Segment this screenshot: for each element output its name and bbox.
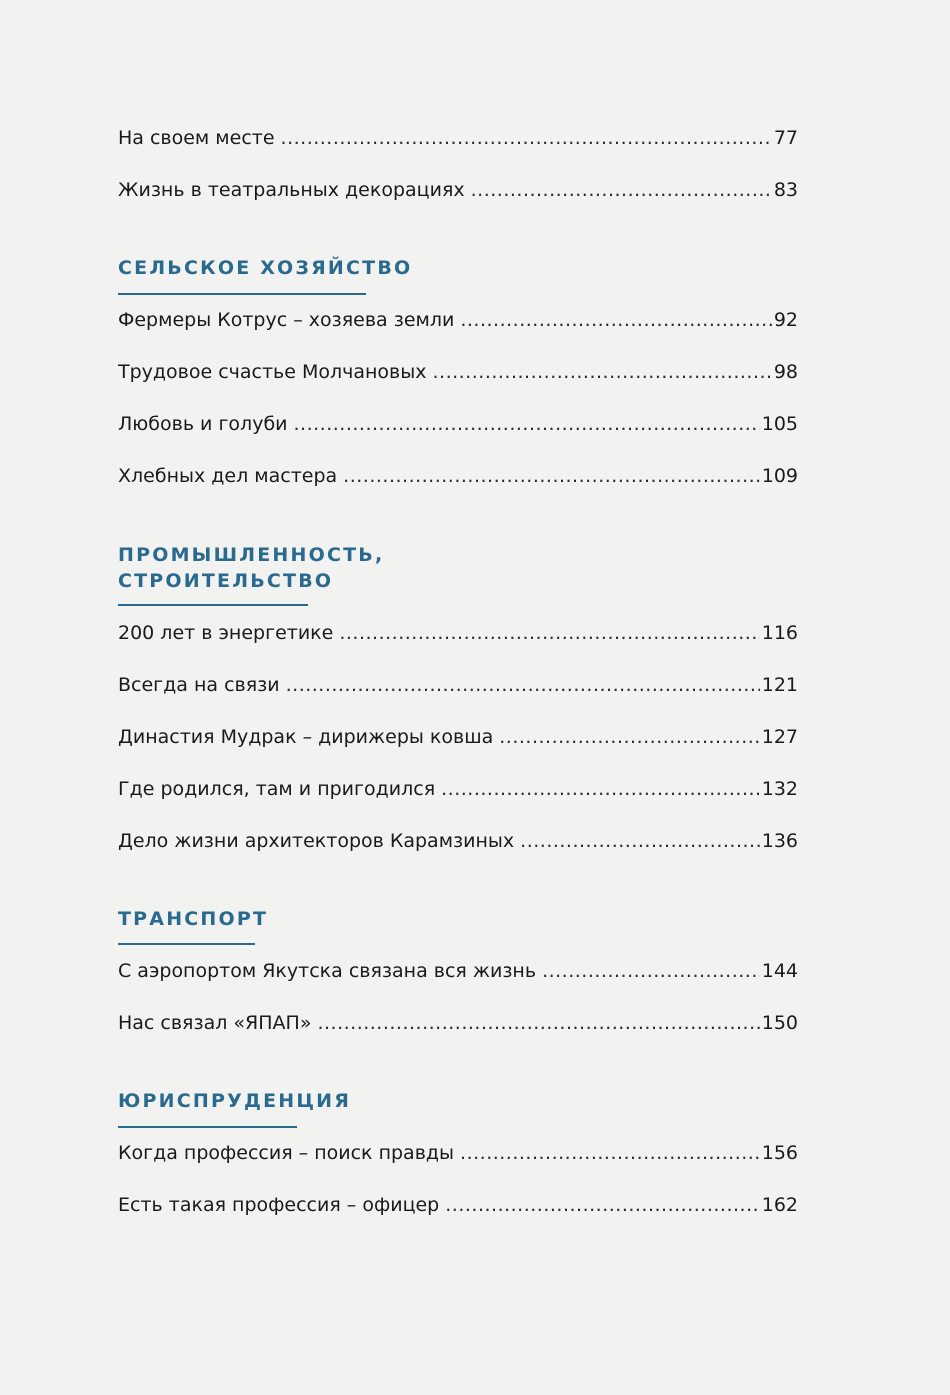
toc-leader-dots [460,307,771,333]
toc-entry-title: Трудовое счастье Молчановых [118,361,427,383]
toc-entry-page: 162 [761,1194,798,1216]
toc-entry-title: Где родился, там и пригодился [118,778,436,800]
section-heading [118,1088,351,1114]
toc-entry[interactable] [118,463,798,489]
toc-entry-title: Нас связал «ЯПАП» [118,1012,312,1034]
section-heading-line: СЕЛЬСКОЕ ХОЗЯЙСТВО [118,257,413,279]
toc-entry[interactable] [118,828,798,854]
section-heading-line: ЮРИСПРУДЕНЦИЯ [118,1090,352,1112]
toc-entry-title: Жизнь в театральных декорациях [118,179,465,201]
toc-leader-dots [460,1140,760,1166]
toc-entry[interactable] [118,1192,798,1218]
toc-entry-title: Хлебных дел мастера [118,465,338,487]
section-heading-line: ТРАНСПОРТ [118,908,269,930]
toc-entry[interactable] [118,620,798,646]
section-heading-rule [118,293,366,295]
section-heading [118,542,384,594]
toc-entry[interactable] [118,411,798,437]
section-heading [118,906,268,932]
toc-entry[interactable] [118,724,798,750]
toc-leader-dots [520,828,760,854]
toc-entry[interactable] [118,125,798,151]
toc-entry-page: 98 [773,361,798,383]
toc-entry-page: 127 [761,726,798,748]
toc-entry[interactable] [118,672,798,698]
toc-entry-page: 116 [761,622,798,644]
toc-entry-title: Когда профессия – поиск правды [118,1142,455,1164]
toc-entry-page: 109 [761,465,798,487]
toc-leader-dots [471,177,772,203]
toc-entry-title: На своем месте [118,127,275,149]
toc-entry[interactable] [118,1140,798,1166]
toc-entry-page: 121 [761,674,798,696]
toc-entry-title: Дело жизни архитекторов Карамзиных [118,830,515,852]
toc-entry-page: 83 [773,179,798,201]
toc-entry-page: 136 [761,830,798,852]
toc-leader-dots [441,776,760,802]
toc-leader-dots [445,1192,759,1218]
toc-entry-page: 132 [761,778,798,800]
toc-entry-title: Любовь и голуби [118,413,288,435]
toc-entry-title: 200 лет в энергетике [118,622,334,644]
toc-leader-dots [281,125,772,151]
toc-entry-page: 77 [773,127,798,149]
toc-entry-page: 144 [761,960,798,982]
section-heading-rule [118,943,255,945]
toc-entry[interactable] [118,177,798,203]
toc-entry[interactable] [118,958,798,984]
toc-leader-dots [286,672,760,698]
toc-leader-dots [343,463,760,489]
toc-entry[interactable] [118,359,798,385]
toc-entry-page: 156 [761,1142,798,1164]
toc-entry-title: С аэропортом Якутска связана вся жизнь [118,960,537,982]
section-heading-line: СТРОИТЕЛЬСТВО [118,570,334,592]
toc-entry[interactable] [118,1010,798,1036]
toc-entry-title: Фермеры Котрус – хозяева земли [118,309,455,331]
toc-leader-dots [339,620,759,646]
section-heading-line: ПРОМЫШЛЕННОСТЬ, [118,544,385,566]
toc-entry-title: Есть такая профессия – офицер [118,1194,440,1216]
toc-leader-dots [294,411,760,437]
toc-entry[interactable] [118,776,798,802]
toc-entry-title: Всегда на связи [118,674,280,696]
toc-leader-dots [542,958,760,984]
section-heading-rule [118,1126,297,1128]
toc-entry-title: Династия Мудрак – дирижеры ковша [118,726,494,748]
section-heading [118,255,412,281]
toc-entry-page: 105 [761,413,798,435]
toc-entry-page: 92 [773,309,798,331]
toc-leader-dots [433,359,772,385]
toc-leader-dots [499,724,759,750]
section-heading-rule [118,604,308,606]
toc-leader-dots [317,1010,759,1036]
toc-entry[interactable] [118,307,798,333]
toc-entry-page: 150 [761,1012,798,1034]
